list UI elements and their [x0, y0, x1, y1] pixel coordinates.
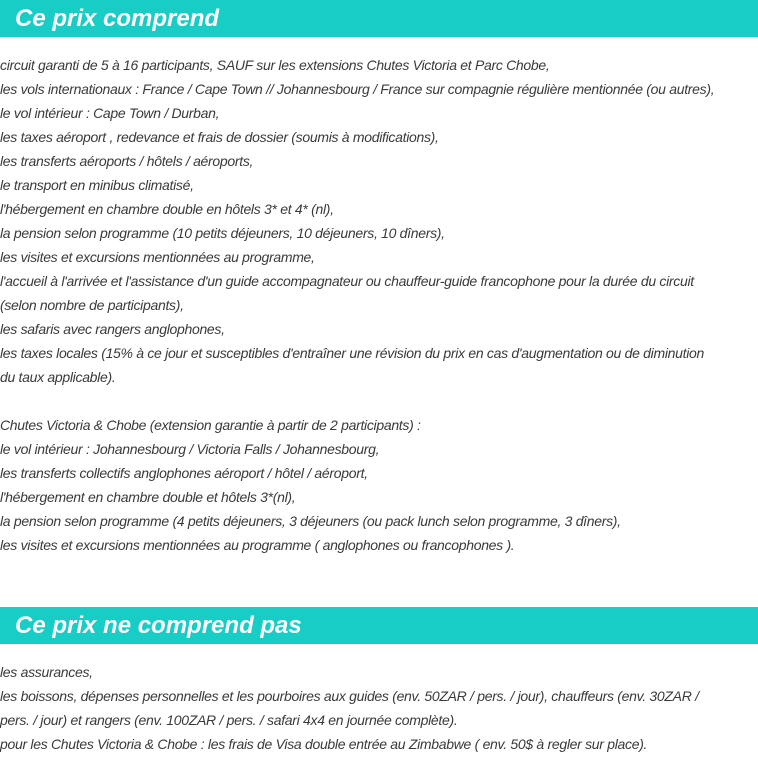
list-item: pers. / jour) et rangers (env. 100ZAR / pers. / safari 4x4 en journée complète).	[0, 712, 458, 728]
list-item: les visites et excursions mentionnées au programme,	[0, 249, 315, 265]
section-header-excluded	[0, 607, 758, 644]
list-item: du taux applicable).	[0, 369, 116, 385]
list-item: l'hébergement en chambre double et hôtels 3*(nl),	[0, 489, 296, 505]
list-item: les visites et excursions mentionnées au programme ( anglophones ou francophones ).	[0, 537, 515, 553]
list-item: (selon nombre de participants),	[0, 297, 184, 313]
list-item: la pension selon programme (4 petits déjeuners, 3 déjeuners (ou pack lunch selon programme, 3 dîners),	[0, 513, 621, 529]
list-item: le vol intérieur : Cape Town / Durban,	[0, 105, 220, 121]
list-item: circuit garanti de 5 à 16 participants, SAUF sur les extensions Chutes Victoria et Parc Chobe,	[0, 57, 550, 73]
section-title-excluded: Ce prix ne comprend pas	[15, 612, 302, 639]
list-item: les boissons, dépenses personnelles et les pourboires aux guides (env. 50ZAR / pers. / jour), chauffeurs (env. 30ZAR /	[0, 688, 699, 704]
included-list	[0, 53, 758, 557]
list-item: les safaris avec rangers anglophones,	[0, 321, 225, 337]
extension-heading: Chutes Victoria & Chobe (extension garantie à partir de 2 participants) :	[0, 417, 421, 433]
list-item: l'hébergement en chambre double en hôtels 3* et 4* (nl),	[0, 201, 334, 217]
section-title-included: Ce prix comprend	[15, 5, 220, 32]
list-item: le transport en minibus climatisé,	[0, 177, 194, 193]
list-item: l'accueil à l'arrivée et l'assistance d'un guide accompagnateur ou chauffeur-guide francophone pour la durée du circuit	[0, 273, 694, 289]
list-item: les transferts aéroports / hôtels / aéroports,	[0, 153, 254, 169]
list-item: les assurances,	[0, 664, 93, 680]
list-item: pour les Chutes Victoria & Chobe : les frais de Visa double entrée au Zimbabwe ( env. 50$ à regler sur place).	[0, 736, 648, 752]
list-item: les taxes aéroport , redevance et frais de dossier (soumis à modifications),	[0, 129, 439, 145]
list-item: les transferts collectifs anglophones aéroport / hôtel / aéroport,	[0, 465, 368, 481]
excluded-list	[0, 660, 758, 756]
list-item: la pension selon programme (10 petits déjeuners, 10 déjeuners, 10 dîners),	[0, 225, 445, 241]
list-item: les vols internationaux : France / Cape Town // Johannesbourg / France sur compagnie régulière mentionnée (ou autres),	[0, 81, 715, 97]
list-item: le vol intérieur : Johannesbourg / Victoria Falls / Johannesbourg,	[0, 441, 380, 457]
list-item: les taxes locales (15% à ce jour et susceptibles d'entraîner une révision du prix en cas d'augmentation ou de diminution	[0, 345, 704, 361]
section-header-included	[0, 0, 758, 37]
list-spacer	[0, 389, 758, 413]
